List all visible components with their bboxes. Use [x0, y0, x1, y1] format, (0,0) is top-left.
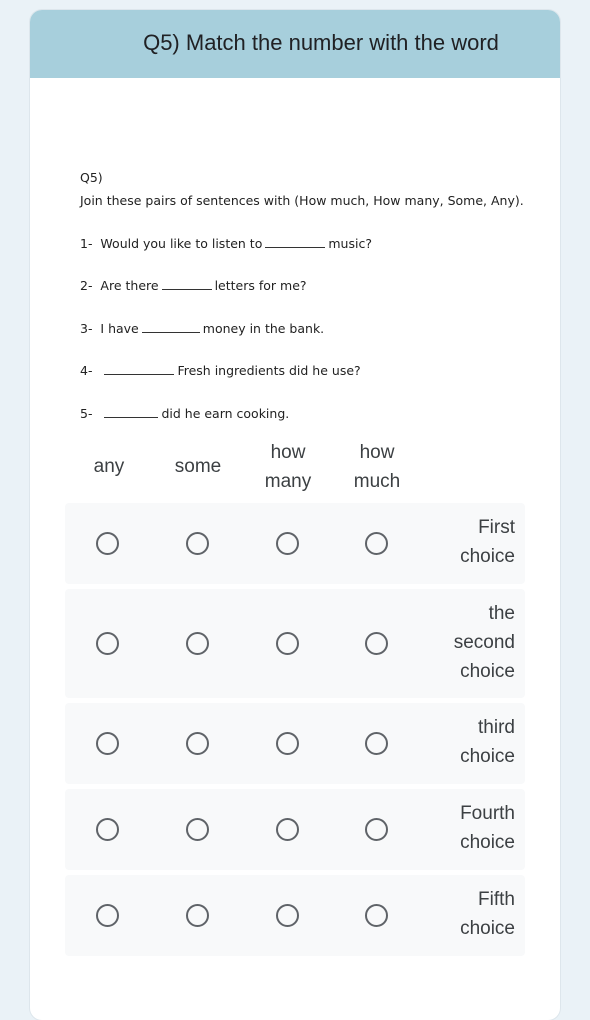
radio-some[interactable] — [186, 632, 209, 655]
radio-how-many[interactable] — [276, 632, 299, 655]
sentence-3 — [80, 321, 324, 336]
sentence-number: 4- — [80, 363, 93, 378]
radio-some[interactable] — [186, 732, 209, 755]
column-header-how-many: how many — [264, 442, 312, 492]
answer-blank — [104, 407, 158, 418]
question-instruction: Join these pairs of sentences with (How much, How many, Some, Any). — [80, 193, 524, 208]
sentence-number: 2- — [80, 278, 93, 293]
radio-how-much[interactable] — [365, 732, 388, 755]
answer-blank — [104, 364, 174, 375]
sentence-5 — [80, 406, 289, 421]
sentence-after: Fresh ingredients did he use? — [177, 363, 361, 378]
sentence-before: I have — [100, 321, 139, 336]
radio-how-many[interactable] — [276, 818, 299, 841]
answer-blank — [142, 322, 200, 333]
sentence-after: money in the bank. — [202, 321, 325, 336]
column-header-how-much: how much — [353, 442, 401, 492]
radio-some[interactable] — [186, 532, 209, 555]
sentence-after: did he earn cooking. — [161, 406, 290, 421]
radio-any[interactable] — [96, 904, 119, 927]
radio-any[interactable] — [96, 818, 119, 841]
sentence-before: Are there — [100, 278, 159, 293]
radio-how-much[interactable] — [365, 904, 388, 927]
radio-any[interactable] — [96, 532, 119, 555]
column-header-any: any — [93, 456, 125, 477]
grid-row-first-choice — [65, 503, 525, 584]
sentence-4 — [80, 363, 361, 378]
grid-row-third-choice — [65, 703, 525, 784]
card-header — [30, 10, 560, 78]
grid-row-second-choice — [65, 589, 525, 698]
radio-how-much[interactable] — [365, 818, 388, 841]
row-label: First choice — [460, 517, 515, 567]
question-title: Q5) Match the number with the word — [143, 30, 499, 55]
row-label: the second choice — [453, 603, 515, 682]
sentence-2 — [80, 278, 307, 293]
grid-row-fifth-choice — [65, 875, 525, 956]
form-card — [30, 10, 560, 1020]
sentence-number: 5- — [80, 406, 93, 421]
question-number: Q5) — [80, 170, 103, 185]
sentence-before: Would you like to listen to — [100, 236, 263, 251]
answer-blank — [265, 237, 325, 248]
radio-how-many[interactable] — [276, 904, 299, 927]
radio-how-much[interactable] — [365, 532, 388, 555]
grid-column-headers — [65, 438, 525, 498]
sentence-number: 3- — [80, 321, 93, 336]
sentence-1 — [80, 236, 372, 251]
radio-how-much[interactable] — [365, 632, 388, 655]
row-label: third choice — [460, 717, 515, 767]
answer-blank — [162, 279, 212, 290]
sentence-after: music? — [328, 236, 372, 251]
radio-some[interactable] — [186, 904, 209, 927]
radio-how-many[interactable] — [276, 532, 299, 555]
radio-some[interactable] — [186, 818, 209, 841]
sentence-after: letters for me? — [214, 278, 307, 293]
row-label: Fifth choice — [460, 889, 515, 939]
radio-any[interactable] — [96, 732, 119, 755]
grid-row-fourth-choice — [65, 789, 525, 870]
row-label: Fourth choice — [460, 803, 515, 853]
radio-how-many[interactable] — [276, 732, 299, 755]
sentence-number: 1- — [80, 236, 93, 251]
radio-any[interactable] — [96, 632, 119, 655]
column-header-some: some — [174, 456, 222, 477]
